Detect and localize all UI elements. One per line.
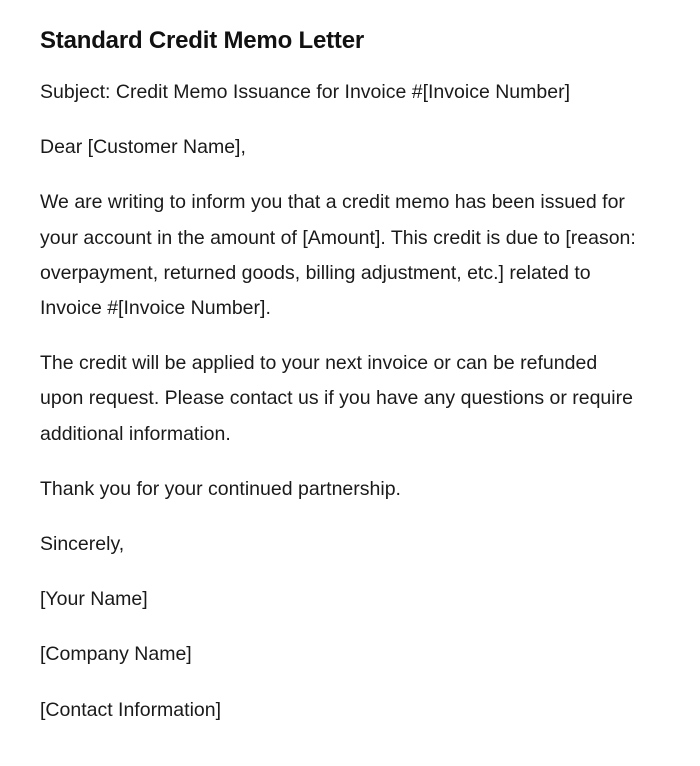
document-title: Standard Credit Memo Letter [40,27,364,54]
signature-company: [Company Name] [40,643,192,666]
signature-contact: [Contact Information] [40,698,222,721]
closing-line: Sincerely, [40,533,125,556]
subject-line: Subject: Credit Memo Issuance for Invoice #[Invoice Number] [40,81,570,103]
salutation: Dear [Customer Name], [40,136,246,159]
thank-you-line: Thank you for your continued partnership. [40,477,401,500]
body-paragraph-2: The credit will be applied to your next invoice or can be refunded upon request. Please contact us if you have any questions or require additional information. [40,352,633,445]
body-paragraph-1: We are writing to inform you that a credit memo has been issued for your account in the amount of [Amount]. This credit is due to [reason: overpayment, returned goods, billing adjustment, etc.] related to Invoice #[Invoice Number]. [40,191,636,320]
signature-name: [Your Name] [40,588,148,611]
